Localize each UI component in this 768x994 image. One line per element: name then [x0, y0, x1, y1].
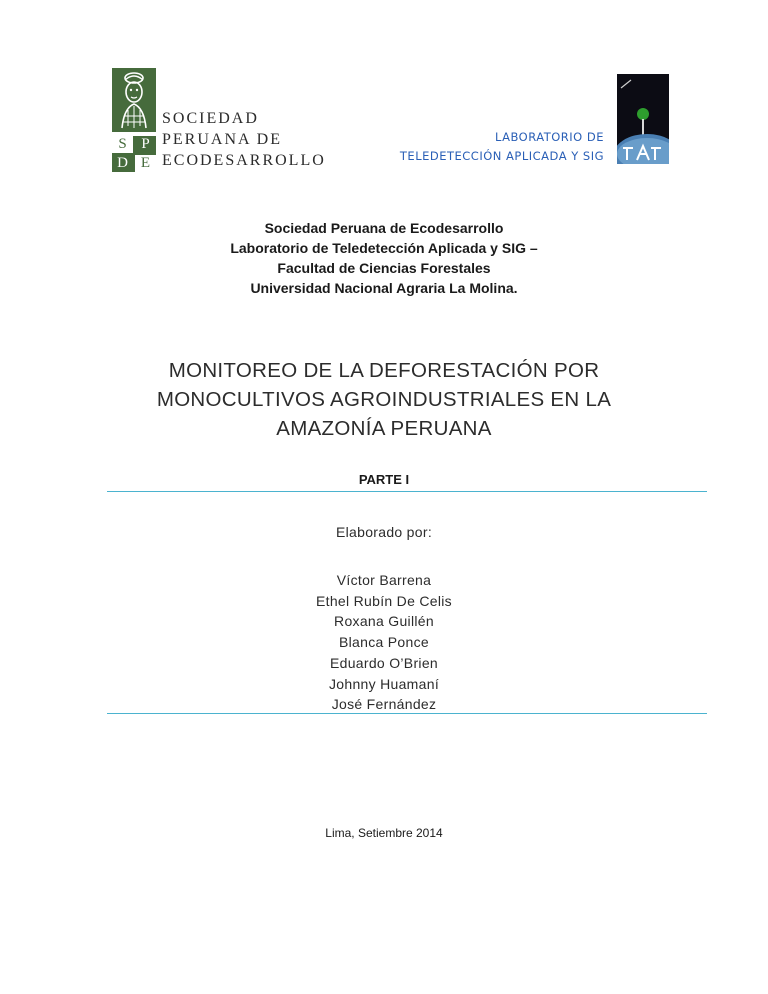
spde-letter-p: P	[135, 136, 156, 153]
lab-logo-text	[400, 128, 604, 166]
spde-logo	[112, 68, 332, 172]
author-name: Blanca Ponce	[339, 634, 429, 651]
spde-name-line: SOCIEDAD	[162, 110, 259, 127]
lab-logo-line: LABORATORIO DE	[494, 130, 604, 144]
institution-line: Laboratorio de Teledetección Aplicada y SIG –	[230, 240, 538, 256]
divider-top	[107, 491, 707, 492]
part-label: PARTE I	[358, 472, 410, 487]
elaborado-por-label: Elaborado por:	[335, 524, 433, 540]
institutions-block	[0, 218, 768, 298]
spde-letter-d: D	[112, 155, 133, 172]
globe-tree-icon	[617, 74, 669, 164]
institution-line: Sociedad Peruana de Ecodesarrollo	[264, 220, 504, 236]
author-name: Ethel Rubín De Celis	[316, 592, 452, 609]
spde-name	[162, 108, 326, 171]
author-name: Roxana Guillén	[334, 613, 434, 630]
title-line: MONITOREO DE LA DEFORESTACIÓN POR	[168, 359, 600, 382]
spde-grid-divider	[133, 136, 135, 172]
institution-line: Universidad Nacional Agraria La Molina.	[250, 280, 518, 296]
author-name: Johnny Huamaní	[328, 675, 440, 692]
spde-figure-emblem	[112, 68, 156, 132]
authors-list	[0, 570, 768, 715]
lab-logo-line: TELEDETECCIÓN APLICADA Y SIG	[399, 149, 604, 163]
institution-line: Facultad de Ciencias Forestales	[277, 260, 491, 276]
title-line: MONOCULTIVOS AGROINDUSTRIALES EN LA	[156, 388, 612, 411]
spde-letter-grid	[112, 136, 156, 172]
title-line: AMAZONÍA PERUANA	[276, 417, 492, 440]
bust-icon	[112, 68, 156, 132]
spde-name-line: PERUANA DE	[162, 131, 283, 148]
place-date: Lima, Setiembre 2014	[325, 826, 443, 840]
divider-bottom	[107, 713, 707, 714]
author-name: Víctor Barrena	[336, 572, 432, 588]
spde-name-line: ECODESARROLLO	[162, 152, 326, 169]
author-name: José Fernández	[331, 696, 437, 713]
spde-letter-s: S	[112, 136, 133, 153]
lta-logo-emblem	[617, 74, 669, 164]
spde-letter-e: E	[135, 155, 156, 172]
author-name: Eduardo O’Brien	[329, 654, 438, 671]
document-title	[0, 356, 768, 443]
